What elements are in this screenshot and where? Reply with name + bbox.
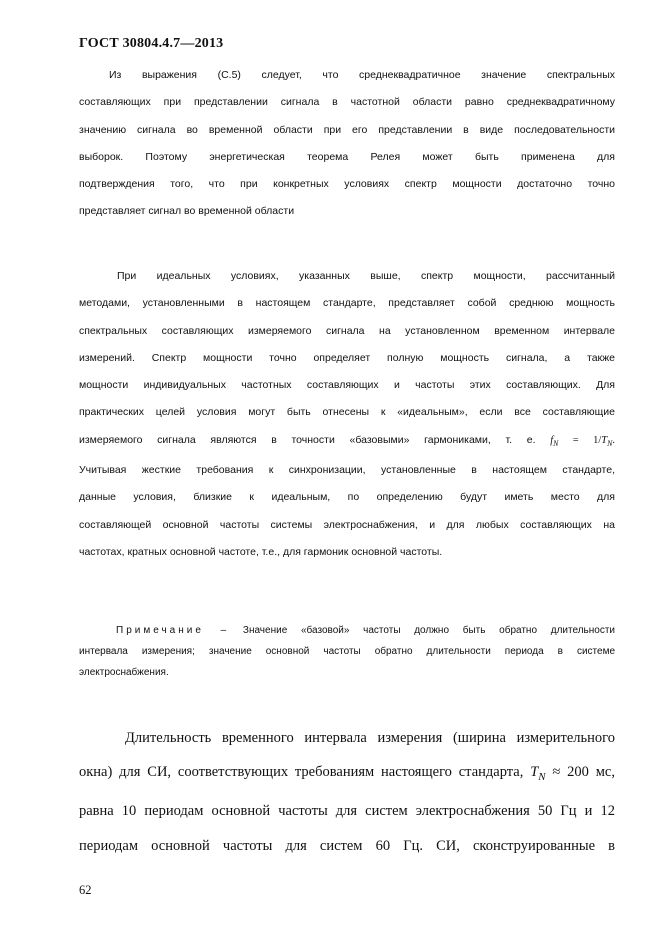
- paragraph-line: подтверждения того, что при конкретных условиях спектр мощности достаточно точно: [79, 178, 615, 191]
- paragraph-line: методами, установленными в настоящем стандарте, представляет собой среднюю мощность: [79, 297, 615, 310]
- formula-tn: $T_N$: [530, 764, 546, 784]
- paragraph-line: измерений. Спектр мощности точно определяет полную мощность сигнала, а также: [79, 351, 615, 364]
- paragraph-line: данные условия, близкие к идеальным, по определению будут иметь место для: [79, 491, 615, 504]
- paragraph-line: Из выражения (С.5) следует, что среднеквадратичное значение спектральных: [109, 69, 615, 81]
- document-header: ГОСТ 30804.4.7—2013: [79, 36, 224, 51]
- paragraph-line: Длительность временного интервала измерения (ширина измерительного: [125, 730, 615, 746]
- paragraph-line: составляющих при представлении сигнала в частотной области равно среднеквадратичному: [79, 96, 615, 109]
- paragraph-line-text: окна) для СИ, соответствующих требованиям настоящего стандарта,: [79, 764, 524, 781]
- paragraph-line: мощности индивидуальных частотных составляющих и частоты этих составляющих. Для: [79, 379, 615, 392]
- paragraph-line: представляет сигнал во временной области: [79, 205, 295, 218]
- paragraph-line: составляющей основной частоты системы электроснабжения, и для любых составляющих на: [79, 518, 615, 531]
- note-text: Значение «базовой» частоты должно быть обратно длительности: [242, 625, 615, 636]
- paragraph-line: равна 10 периодам основной частоты для систем электроснабжения 50 Гц и 12: [79, 803, 615, 820]
- paragraph-line: значению сигнала во временной области при его представлении в виде последовательности: [79, 123, 615, 136]
- paragraph-line: частотах, кратных основной частоте, т.е., для гармоник основной частоты.: [79, 546, 443, 559]
- note-block: [79, 620, 615, 683]
- note-line: электроснабжения.: [79, 667, 169, 678]
- formula-value: ≈ 200 мс,: [552, 764, 615, 781]
- paragraph-line: Учитывая жесткие требования к синхронизации, установленные в настоящем стандарте,: [79, 464, 615, 477]
- paragraph-line-text: измеряемого сигнала являются в точности «базовыми» гармониками, т. е.: [79, 433, 536, 446]
- paragraph-line-with-formula: [79, 427, 615, 457]
- note-line: интервала измерения; значение основной частоты обратно длительности периода в системе: [79, 646, 615, 657]
- paragraph-2: [79, 263, 615, 566]
- paragraph-3: [79, 721, 615, 863]
- paragraph-line: практических целей условия могут быть отнесены к «идеальным», если все составляющие: [79, 406, 615, 419]
- note-line: [79, 620, 615, 641]
- paragraph-line: выборок. Поэтому энергетическая теорема Релея может быть применена для: [79, 150, 615, 163]
- paragraph-line: периодам основной частоты для систем 60 Гц. СИ, сконструированные в: [79, 837, 615, 854]
- paragraph-line: спектральных составляющих измеряемого сигнала на установленном временном интервале: [79, 324, 615, 337]
- paragraph-line: При идеальных условиях, указанных выше, спектр мощности, рассчитанный: [117, 270, 615, 282]
- page-number: 62: [79, 883, 92, 897]
- formula-fn-equals-1-over-tn: $f_N = 1/T_N$.: [550, 434, 615, 448]
- note-label: Примечание –: [116, 625, 230, 636]
- paragraph-1: [79, 62, 615, 226]
- paragraph-line-with-formula: [79, 755, 615, 794]
